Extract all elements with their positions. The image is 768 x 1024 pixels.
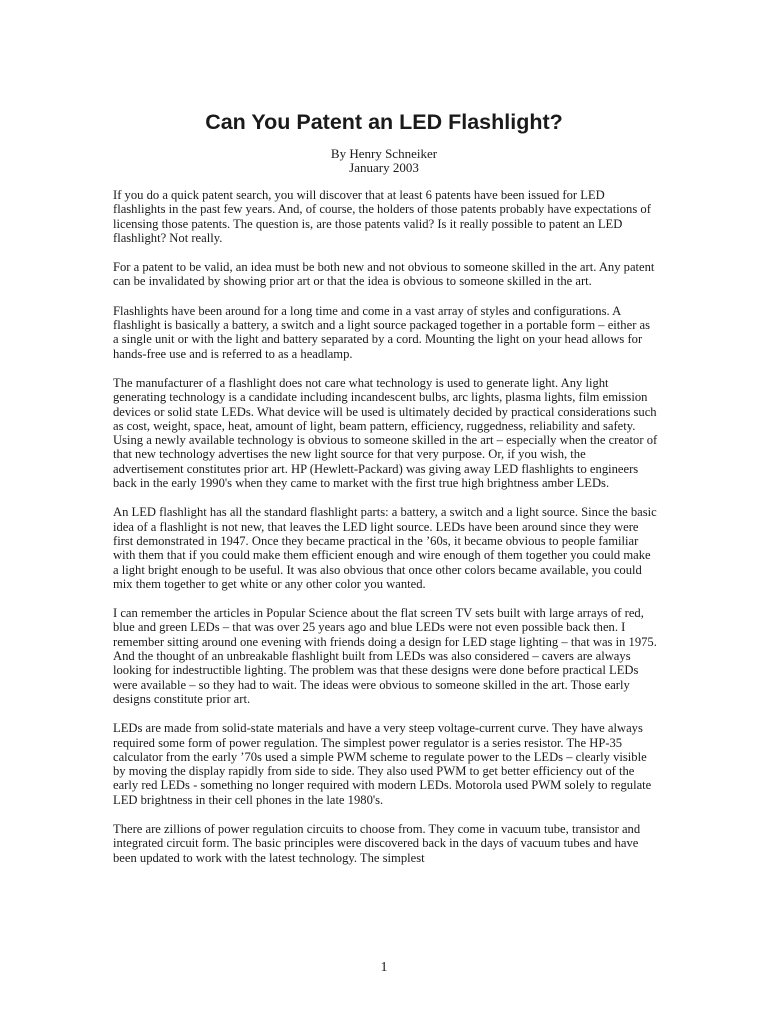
paragraph: There are zillions of power regulation circuits to choose from. They come in vacuum tube, transistor and integrated circuit form. The basic principles were discovered back in the days of vacuum tubes and have been updated to work with the latest technology. The simplest [113,821,641,865]
paragraph: Flashlights have been around for a long time and come in a vast array of styles and configurations. A flashlight is basically a battery, a switch and a light source packaged together in a portable form – either as a single unit or with the light and battery separated by a cord. Mounting the light on your head allows for hands-free use and is referred to as a headlamp. [113,303,651,361]
paragraph: For a patent to be valid, an idea must be both new and not obvious to someone skilled in the art. Any patent can be invalidated by showing prior art or that the idea is obvious to someone skilled in the art. [113,260,655,289]
paragraph: An LED flashlight has all the standard flashlight parts: a battery, a switch and a light source. Since the basic idea of a flashlight is not new, that leaves the LED light source. LEDs have been around since they were first demonstrated in 1947. Once they became practical in the ’60s, it became obvious to people familiar with them that if you could make them efficient enough and wire enough of them together you could make a light bright enough to be useful. It was also obvious that once other colors became available, you could mix them together to get white or any other color you wanted. [113,505,657,591]
paragraph: If you do a quick patent search, you will discover that at least 6 patents have been issued for LED flashlights in the past few years. And, of course, the holders of those patents probably have expectations of licensing those patents. The question is, are those patents valid? Is it really possible to patent an LED flashlight? Not really. [113,188,651,245]
page-number: 1 [380,960,388,975]
body-text [113,188,658,880]
paragraph: The manufacturer of a flashlight does not care what technology is used to generate light. Any light generating technology is a candidate including incandescent bulbs, arc lights, plasma lights, film emission devices or solid state LEDs. What device will be used is ultimately decided by practical considerations such as cost, weight, space, heat, amount of light, beam pattern, efficiency, ruggedness, reliability and safety. Using a newly available technology is obvious to someone skilled in the art – especially when the creator of that new technology advertises the new light source for that very purpose. Or, if you wish, the advertisement constitutes prior art. HP (Hewlett-Packard) was giving away LED flashlights to engineers back in the early 1990's when they came to market with the first true high brightness amber LEDs. [113,375,658,491]
author: By Henry Schneiker [330,146,438,161]
byline [0,147,768,175]
paragraph: I can remember the articles in Popular Science about the flat screen TV sets built with large arrays of red, blue and green LEDs – that was over 25 years ago and blue LEDs were not even possible back then. I remember sitting around one evening with friends doing a design for LED stage lighting – that was in 1975. And the thought of an unbreakable flashlight built from LEDs was also considered – cavers are always looking for indestructible lighting. The problem was that these designs were done before practical LEDs were available – so they had to wait. The ideas were obvious to someone skilled in the art. Those early designs constitute prior art. [113,606,657,706]
document-title: Can You Patent an LED Flashlight? [205,110,563,134]
paragraph: LEDs are made from solid-state materials and have a very steep voltage-current curve. They have always required some form of power regulation. The simplest power regulator is a series resistor. The HP-35 calculator from the early ’70s used a simple PWM scheme to regulate power to the LEDs – clearly visible by moving the display rapidly from side to side. They also used PWM to get better efficiency out of the early red LEDs - something no longer required with modern LEDs. Motorola used PWM solely to regulate LED brightness in their cell phones in the late 1980's. [113,721,652,807]
publication-date: January 2003 [349,160,419,176]
